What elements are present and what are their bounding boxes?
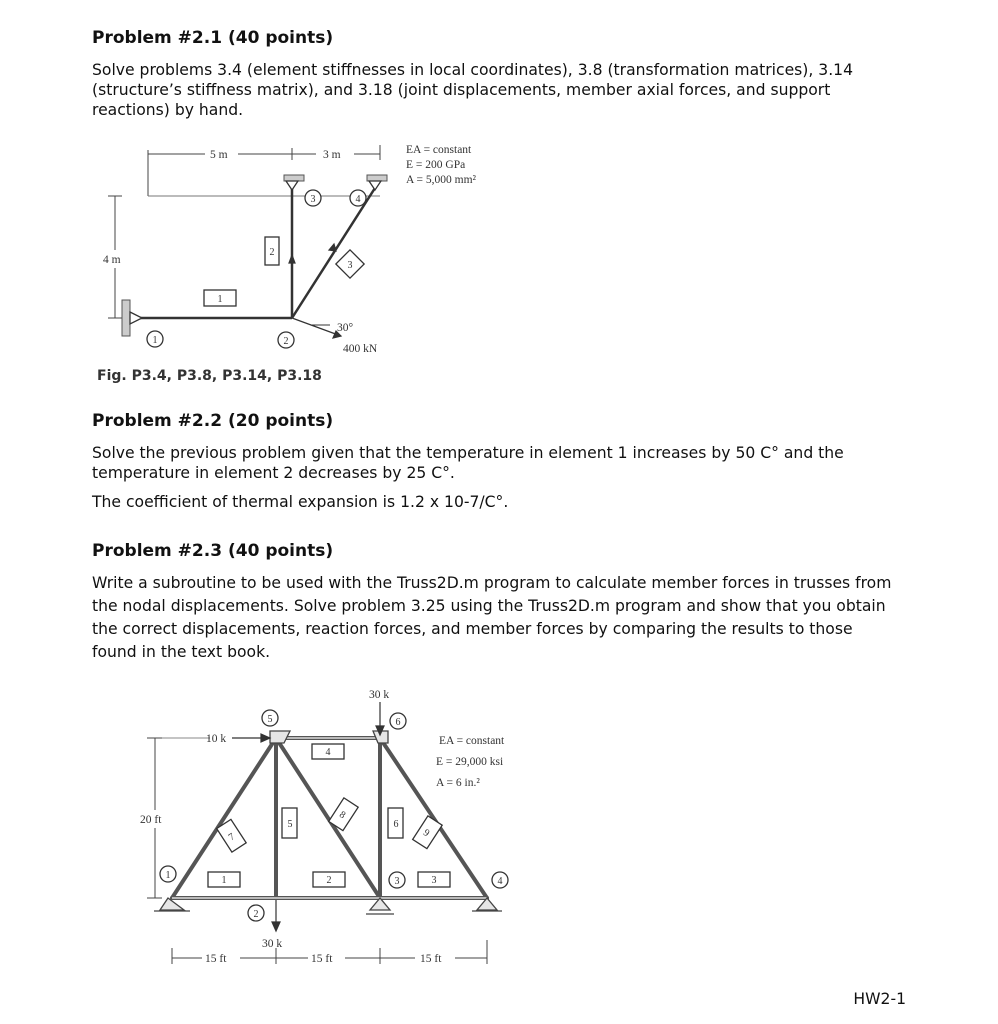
problem-label: Problem #2.3	[92, 541, 223, 561]
problem-2-3-text: Write a subroutine to be used with the Truss2D.m program to calculate member forces in trusses from the nodal displacements. Solve problem 3.25 using the Truss2D.m program and show that you obtain the correct displacements, reaction forces, and member forces by comparing the results to those found in the text book.	[92, 574, 892, 661]
problem-2-2-coefficient: The coefficient of thermal expansion is 1.2 x 10-7/C°.	[92, 493, 509, 511]
member-4-label: 4	[325, 747, 331, 758]
dim-20ft: 20 ft	[140, 814, 162, 826]
prop-a: A = 5,000 mm²	[406, 174, 476, 186]
node-2-label: 2	[283, 336, 289, 347]
node-3-label: 3	[394, 876, 400, 887]
member-2-label: 2	[326, 875, 332, 886]
prop-ea: EA = constant	[406, 144, 472, 156]
member-7-label: 7	[226, 831, 237, 844]
figure-1-caption: Fig. P3.4, P3.8, P3.14, P3.18	[97, 368, 322, 384]
member-9-label: 9	[421, 827, 432, 840]
member-8-label: 8	[337, 809, 348, 822]
load-30k-bottom-arrowhead	[272, 922, 280, 931]
problem-label: Problem #2.2	[92, 411, 223, 431]
node-3-label: 3	[310, 194, 316, 205]
member-3-label: 3	[347, 260, 353, 271]
dim-5m: 5 m	[210, 149, 228, 161]
gusset-plate-5	[270, 731, 290, 743]
node-2-label: 2	[253, 909, 259, 920]
prop-ea: EA = constant	[439, 735, 505, 747]
prop-e: E = 200 GPa	[406, 159, 466, 171]
node-6-label: 6	[395, 717, 401, 728]
problem-2-2-text: Solve the previous problem given that the temperature in element 1 increases by 50 C° and the temperature in element 2 decreases by 25 C°.	[92, 444, 844, 482]
page-footer: HW2-1	[853, 990, 906, 1008]
load-400kn-label: 400 kN	[343, 343, 378, 355]
member-5-label: 5	[287, 819, 293, 830]
load-30k-top-label: 30 k	[369, 689, 390, 701]
load-10k-label: 10 k	[206, 733, 227, 745]
prop-a: A = 6 in.²	[436, 777, 480, 789]
problem-2-1-text: Solve problems 3.4 (element stiffnesses in local coordinates), 3.8 (transformation matrices), 3.14 (structure’s stiffness matrix), and 3.18 (joint displacements, member axial forces, and support reactions) by hand.	[92, 61, 854, 119]
dim-3m: 3 m	[323, 149, 341, 161]
node-4-label: 4	[355, 194, 361, 205]
member-1-label: 1	[217, 294, 223, 305]
prop-e: E = 29,000 ksi	[436, 756, 504, 768]
load-10k-arrowhead	[261, 734, 270, 742]
node-4-label: 4	[497, 876, 503, 887]
problem-label: Problem #2.1	[92, 28, 223, 48]
member-1-label: 1	[221, 875, 227, 886]
member-2-label: 2	[269, 247, 275, 258]
problem-points: (40 points)	[227, 28, 334, 48]
problem-points: (20 points)	[227, 411, 334, 431]
problem-points: (40 points)	[227, 541, 334, 561]
member-6-label: 6	[393, 819, 399, 830]
dim-15ft-3: 15 ft	[420, 953, 442, 965]
node-1-label: 1	[152, 335, 158, 346]
dim-4m: 4 m	[103, 254, 121, 266]
dim-15ft-2: 15 ft	[311, 953, 333, 965]
member-3-label: 3	[431, 875, 437, 886]
node-1-label: 1	[165, 870, 171, 881]
load-30k-bottom-label: 30 k	[262, 938, 283, 950]
dim-15ft-1: 15 ft	[205, 953, 227, 965]
angle-label: 30°	[337, 322, 354, 334]
node-5-label: 5	[267, 714, 273, 725]
